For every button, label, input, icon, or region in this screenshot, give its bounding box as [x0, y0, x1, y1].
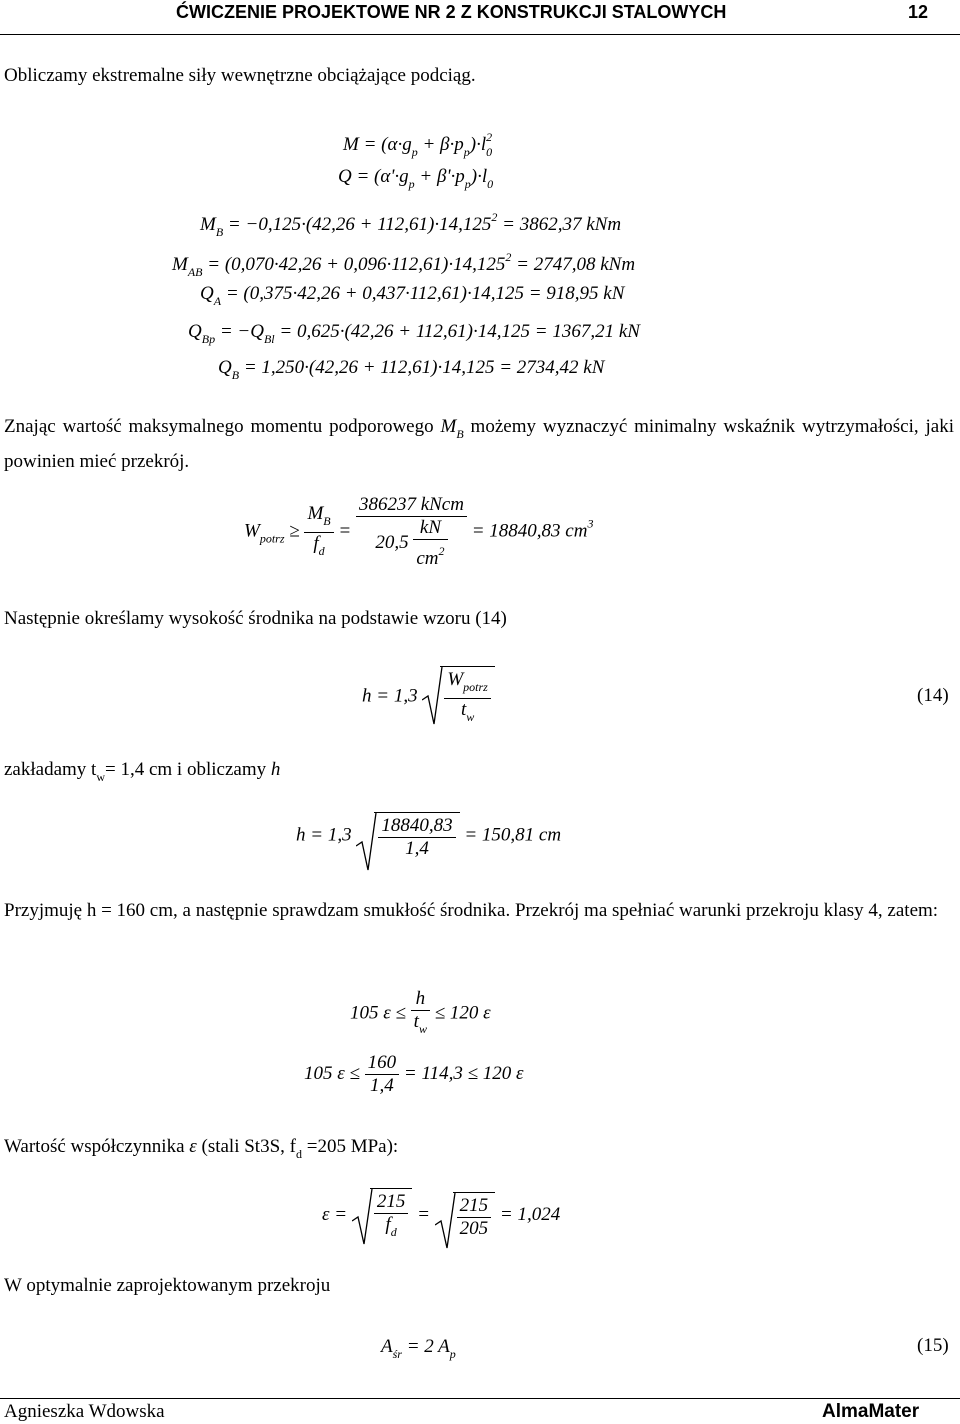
formula-qb: $Q_B = 1,250\cdot(42,26 + 112,61)\cdot 14,125 = 2734,42$ kN	[218, 357, 605, 382]
formula-qa: $Q_A = (0,375\cdot 42,26 + 0,437\cdot 112,61)\cdot 14,125 = 918,95$ kN	[200, 283, 625, 308]
formula-shear-general: $Q = (\alpha'\cdot g_p + \beta'\cdot p_p)\cdot l_0$	[338, 166, 494, 191]
footer-author: Agnieszka Wdowska	[4, 1401, 165, 1422]
formula-slenderness-check: 105 ε ≤ $\frac{160}{1,4}$ = 114,3 ≤ 120 ε	[304, 1052, 524, 1096]
formula-area: $A_{śr} = 2$ $A_p$	[381, 1336, 456, 1361]
equation-number-15: (15)	[917, 1335, 949, 1356]
paragraph-optimal: W optymalnie zaprojektowanym przekroju	[4, 1275, 331, 1296]
formula-slenderness-condition: 105 ε ≤ $\frac{h}{t_w}$ ≤ 120 ε	[350, 988, 491, 1036]
formula-h-general: h = 1,3 $\frac{W_{potrz}}{t_w}$	[362, 666, 495, 728]
paragraph-slenderness: Przyjmuję h = 160 cm, a następnie sprawdzam smukłość środnika. Przekrój ma spełniać warunki przekroju klasy 4, zatem:	[4, 900, 939, 921]
formula-h-numeric: h = 1,3 $\frac{18840,83}{1,4}$ = 150,81 cm	[296, 812, 561, 860]
footer-brand: AlmaMater	[822, 1401, 920, 1422]
page-header	[0, 0, 960, 35]
formula-mab: $M_{AB} = (0,070\cdot 42,26 + 0,096\cdot 112,61)\cdot 14,125^2 = 2747,08$ kNm	[172, 250, 636, 279]
paragraph-tw: zakładamy $t_w= 1,4$ cm i obliczamy h	[4, 759, 281, 784]
formula-qbp: $Q_{Bp} = -Q_{Bl} = 0,625\cdot(42,26 + 112,61)\cdot 14,125 = 1367,21$ kN	[188, 321, 640, 346]
page-number: 12	[908, 2, 929, 22]
paragraph-height: Następnie określamy wysokość środnika na podstawie wzoru (14)	[4, 608, 507, 629]
formula-mb: $M_B = -0,125\cdot(42,26 + 112,61)\cdot 14,125^2 = 3862,37$ kNm	[200, 210, 622, 239]
paragraph-epsilon: Wartość współczynnika ε (stali St3S, $f_d =205$ MPa):	[4, 1136, 399, 1161]
formula-moment-general: $M = (\alpha\cdot g_p + \beta\cdot p_p)\cdot l_0^2$	[343, 130, 493, 159]
header-title: ĆWICZENIE PROJEKTOWE NR 2 Z KONSTRUKCJI STALOWYCH	[176, 2, 727, 22]
page-footer	[0, 1398, 960, 1424]
equation-number-14: (14)	[917, 685, 949, 706]
paragraph-modulus: Znając wartość maksymalnego momentu podporowego $M_B$ możemy wyznaczyć minimalny wskaźnik wytrzymałości, jaki powinien mieć przekrój.	[4, 416, 954, 472]
formula-epsilon: ε = $\frac{215}{f_d}$ = $\frac{215}{205}$ = 1,024	[322, 1188, 560, 1243]
paragraph-intro: Obliczamy ekstremalne siły wewnętrzne obciążające podciąg.	[4, 65, 476, 86]
formula-w-potrz: $W_{potrz}$ ≥ $\frac{M_B}{f_d}$ = 386237 kNcm 20,5 $\frac{kN}{cm^2}$ = 18840,83 $cm^3$	[244, 494, 594, 569]
